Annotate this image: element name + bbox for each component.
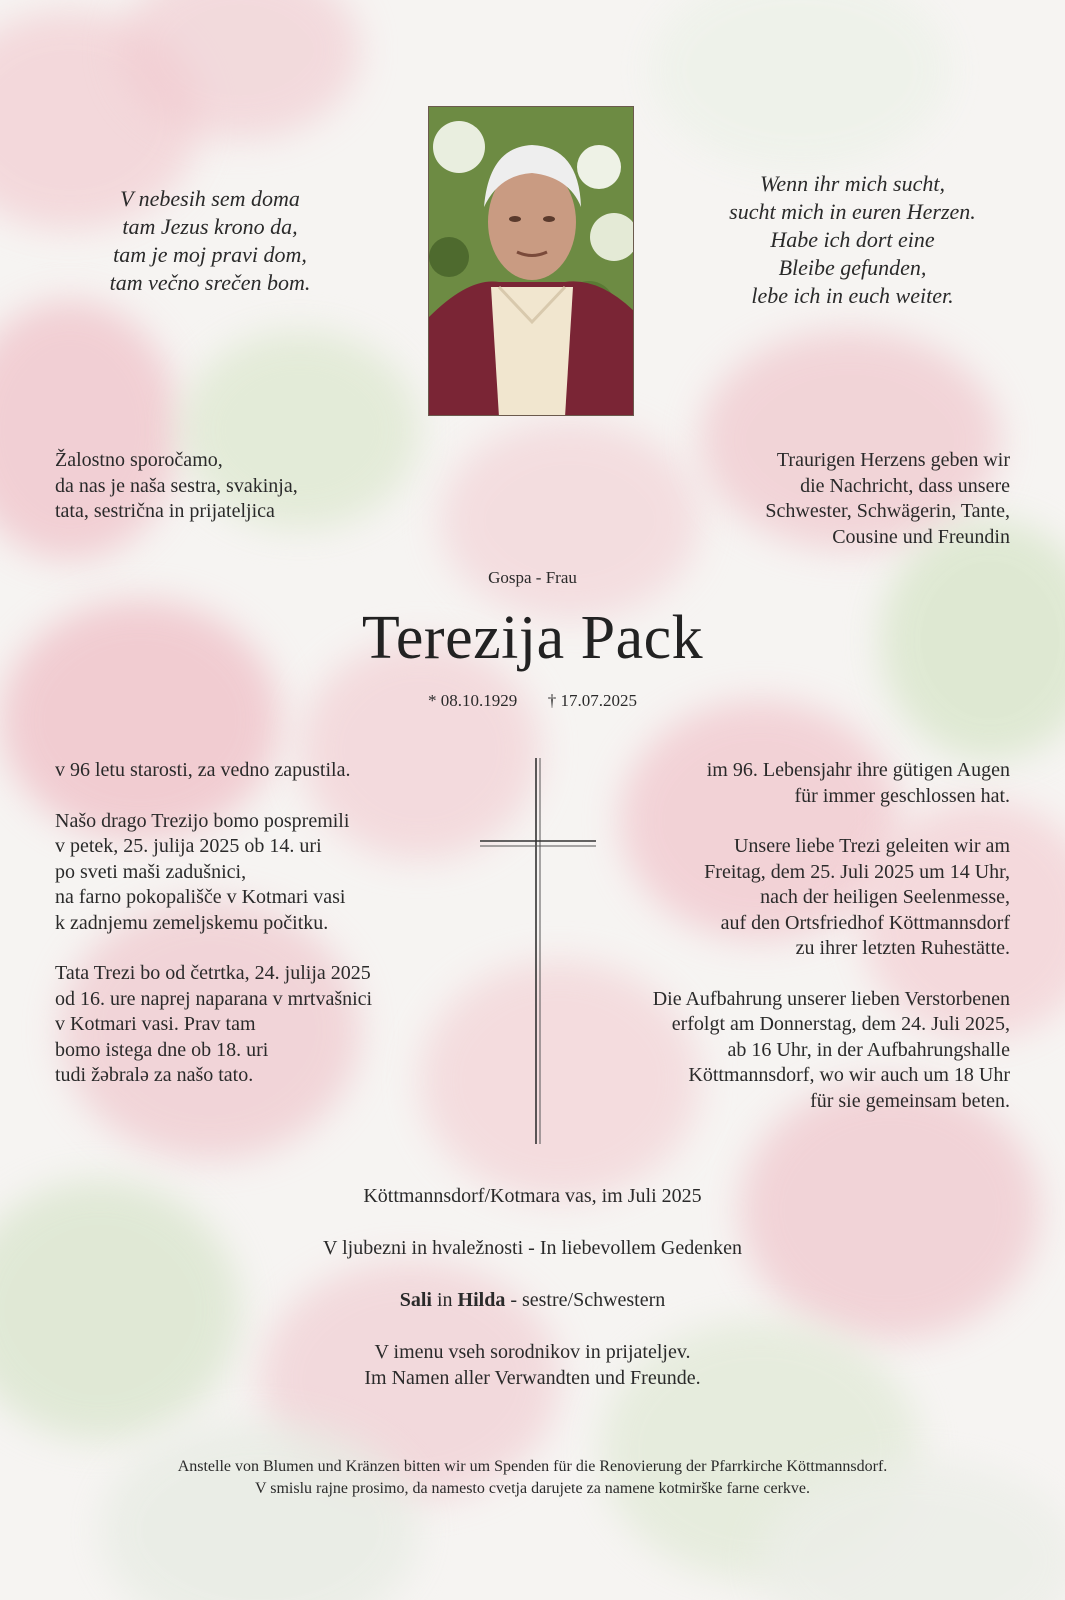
body-left-line: Našo drago Trezijo bomo pospremili xyxy=(55,809,350,832)
verse-right-line: Bleibe gefunden, xyxy=(778,255,927,280)
donation-note-line: Anstelle von Blumen und Kränzen bitten wir um Spenden für die Renovierung der Pfarrkirche Köttmannsdorf. xyxy=(177,1458,888,1475)
portrait-photo xyxy=(428,106,634,416)
mourner-joiner: in xyxy=(431,1289,458,1311)
verse-right xyxy=(690,170,1015,310)
donation-note xyxy=(0,1456,1065,1500)
verse-right-line: Wenn ihr mich sucht, xyxy=(760,171,945,196)
mourner-name: Hilda xyxy=(457,1289,506,1311)
intro-left-line: da nas je naša sestra, svakinja, xyxy=(55,474,298,497)
verse-left-line: tam večno srečen bom. xyxy=(109,270,311,295)
donation-note-line: V smislu rajne prosimo, da namesto cvetja darujete za namene kotmirške farne cerkve. xyxy=(254,1480,811,1497)
mourner-relation: - sestre/Schwestern xyxy=(505,1289,666,1311)
birth-date: * 08.10.1929 xyxy=(428,691,518,710)
remembrance-line: V ljubezni in hvaležnosti - In liebevollem Gedenken xyxy=(323,1237,742,1259)
body-right-line: ab 16 Uhr, in der Aufbahrungshalle xyxy=(727,1038,1010,1061)
body-left-line: tudi žəbralə za našo tato. xyxy=(55,1064,254,1086)
body-right xyxy=(570,758,1010,1114)
verse-right-line: lebe ich in euch weiter. xyxy=(751,283,954,308)
body-right-line: Die Aufbahrung unserer lieben Verstorbenen xyxy=(652,987,1010,1010)
body-left-line: k zadnjemu zemeljskemu počitku. xyxy=(55,911,329,934)
body-right-line: erfolgt am Donnerstag, dem 24. Juli 2025, xyxy=(671,1013,1010,1035)
intro-right xyxy=(590,448,1010,550)
family-lines xyxy=(0,1340,1065,1391)
intro-right-line: Traurigen Herzens geben wir xyxy=(776,449,1010,471)
intro-right-line: die Nachricht, dass unsere xyxy=(800,474,1010,497)
body-left xyxy=(55,758,495,1089)
body-left-line: v 96 letu starosti, za vedno zapustila. xyxy=(55,759,351,781)
body-left-line: v Kotmari vasi. Prav tam xyxy=(55,1013,256,1035)
body-right-line: für sie gemeinsam beten. xyxy=(810,1089,1010,1112)
verse-right-line: sucht mich in euren Herzen. xyxy=(729,199,976,224)
portrait-illustration xyxy=(429,107,634,416)
verse-right-line: Habe ich dort eine xyxy=(770,227,935,252)
intro-left xyxy=(55,448,475,525)
mourners-line xyxy=(0,1288,1065,1314)
body-right-line: nach der heiligen Seelenmesse, xyxy=(760,886,1010,908)
body-right-line: im 96. Lebensjahr ihre gütigen Augen xyxy=(706,759,1010,781)
intro-left-line: Žalostno sporočamo, xyxy=(55,449,223,471)
verse-left-line: tam je moj pravi dom, xyxy=(113,242,307,267)
body-left-line: v petek, 25. julija 2025 ob 14. uri xyxy=(55,835,322,857)
intro-right-line: Schwester, Schwägerin, Tante, xyxy=(765,500,1010,522)
family-line: V imenu vseh sorodnikov in prijateljev. xyxy=(374,1341,691,1363)
intro-left-line: tata, sestrična in prijateljica xyxy=(55,500,275,522)
body-right-line: Freitag, dem 25. Juli 2025 um 14 Uhr, xyxy=(704,860,1010,883)
life-dates xyxy=(0,690,1065,712)
body-left-line: od 16. ure naprej naparana v mrtvašnici xyxy=(55,987,373,1010)
intro-right-line: Cousine und Freundin xyxy=(832,525,1010,548)
body-right-line: für immer geschlossen hat. xyxy=(794,784,1010,807)
verse-left xyxy=(55,185,365,297)
body-left-line: Tata Trezi bo od četrtka, 24. julija 2025 xyxy=(55,962,371,984)
verse-left-line: V nebesih sem doma xyxy=(120,186,300,211)
place-date: Köttmannsdorf/Kotmara vas, im Juli 2025 xyxy=(363,1185,702,1207)
mourner-name: Sali xyxy=(399,1289,432,1311)
body-right-line: Köttmannsdorf, wo wir auch um 18 Uhr xyxy=(688,1064,1010,1086)
verse-left-line: tam Jezus krono da, xyxy=(122,214,298,239)
body-right-line: auf den Ortsfriedhof Köttmannsdorf xyxy=(720,911,1010,934)
body-left-line: na farno pokopališče v Kotmari vasi xyxy=(55,886,346,908)
body-left-line: po sveti maši zadušnici, xyxy=(55,860,247,883)
body-right-line: zu ihrer letzten Ruhestätte. xyxy=(795,937,1010,959)
title-prefix: Gospa - Frau xyxy=(488,568,577,587)
deceased-name: Terezija Pack xyxy=(361,604,704,672)
death-date: † 17.07.2025 xyxy=(547,691,637,710)
body-left-line: bomo istega dne ob 18. uri xyxy=(55,1038,269,1061)
family-line: Im Namen aller Verwandten und Freunde. xyxy=(364,1366,701,1389)
body-right-line: Unsere liebe Trezi geleiten wir am xyxy=(733,835,1010,857)
